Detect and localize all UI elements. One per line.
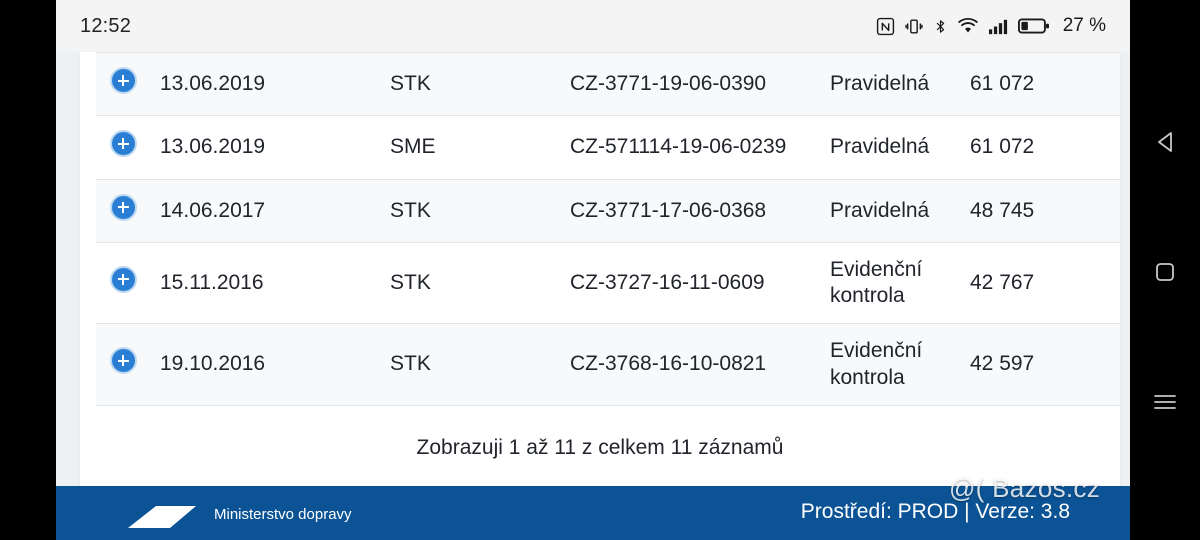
bluetooth-icon	[933, 17, 948, 36]
expand-row-icon[interactable]	[110, 347, 137, 374]
system-navigation-bar	[1130, 0, 1200, 540]
cell-number: CZ-3771-17-06-0368	[560, 179, 820, 242]
expand-cell[interactable]	[96, 116, 150, 179]
signal-icon	[988, 17, 1009, 36]
status-clock: 12:52	[80, 14, 132, 37]
back-nav-button[interactable]	[1130, 112, 1200, 172]
expand-row-icon[interactable]	[110, 194, 137, 221]
cell-number: CZ-3771-19-06-0390	[560, 53, 820, 116]
cell-number: CZ-3768-16-10-0821	[560, 324, 820, 406]
cell-date: 13.06.2019	[150, 53, 380, 116]
cell-kind: Pravidelná	[820, 53, 960, 116]
table-row[interactable]	[96, 179, 1120, 242]
expand-row-icon[interactable]	[110, 67, 137, 94]
table-row[interactable]	[96, 53, 1120, 116]
page-content	[56, 52, 1130, 540]
wifi-icon	[957, 17, 979, 36]
cell-extra	[1084, 324, 1120, 406]
cell-odometer: 42 597	[960, 324, 1084, 406]
table-row[interactable]	[96, 324, 1120, 406]
table-row[interactable]	[96, 116, 1120, 179]
cell-type: SME	[380, 116, 560, 179]
ministry-label: Ministerstvo dopravy	[214, 506, 352, 524]
cell-type: STK	[380, 179, 560, 242]
watermark-label: @( Bazos.cz	[948, 473, 1100, 503]
back-triangle-icon[interactable]	[1156, 131, 1174, 153]
recents-lines-icon[interactable]	[1154, 393, 1176, 411]
cell-extra	[1084, 53, 1120, 116]
home-nav-button[interactable]	[1130, 242, 1200, 302]
cell-date: 15.11.2016	[150, 242, 380, 324]
nfc-icon	[876, 17, 895, 36]
inspections-table	[96, 52, 1120, 406]
site-footer	[56, 486, 1130, 540]
cell-kind: Evidenční kontrola	[820, 242, 960, 324]
cell-kind: Pravidelná	[820, 179, 960, 242]
phone-viewport	[56, 0, 1130, 540]
expand-cell[interactable]	[96, 324, 150, 406]
cell-number: CZ-3727-16-11-0609	[560, 242, 820, 324]
cell-extra	[1084, 116, 1120, 179]
cell-date: 14.06.2017	[150, 179, 380, 242]
inspections-card	[80, 52, 1120, 494]
battery-percent: 27 %	[1062, 15, 1106, 36]
cell-odometer: 42 767	[960, 242, 1084, 324]
records-summary: Zobrazuji 1 až 11 z celkem 11 záznamů	[80, 406, 1120, 494]
expand-cell[interactable]	[96, 53, 150, 116]
cell-type: STK	[380, 53, 560, 116]
cell-extra	[1084, 242, 1120, 324]
cell-number: CZ-571114-19-06-0239	[560, 116, 820, 179]
environment-label: Prostředí: PROD | Verze: 3.8	[800, 500, 1070, 523]
cell-type: STK	[380, 324, 560, 406]
battery-icon	[1018, 17, 1050, 35]
cell-kind: Evidenční kontrola	[820, 324, 960, 406]
vibrate-icon	[904, 17, 924, 36]
recents-nav-button[interactable]	[1130, 372, 1200, 432]
cell-date: 19.10.2016	[150, 324, 380, 406]
cell-type: STK	[380, 242, 560, 324]
status-icon-group	[876, 15, 1106, 37]
status-bar	[56, 0, 1130, 52]
ministry-logo-icon	[126, 500, 200, 530]
cell-extra	[1084, 179, 1120, 242]
cell-kind: Pravidelná	[820, 116, 960, 179]
table-row[interactable]	[96, 242, 1120, 324]
expand-row-icon[interactable]	[110, 266, 137, 293]
home-square-icon[interactable]	[1155, 262, 1175, 282]
cell-odometer: 48 745	[960, 179, 1084, 242]
left-black-bar	[0, 0, 56, 540]
expand-cell[interactable]	[96, 242, 150, 324]
ministry-block	[126, 500, 352, 530]
cell-date: 13.06.2019	[150, 116, 380, 179]
cell-odometer: 61 072	[960, 116, 1084, 179]
expand-cell[interactable]	[96, 179, 150, 242]
cell-odometer: 61 072	[960, 53, 1084, 116]
expand-row-icon[interactable]	[110, 130, 137, 157]
